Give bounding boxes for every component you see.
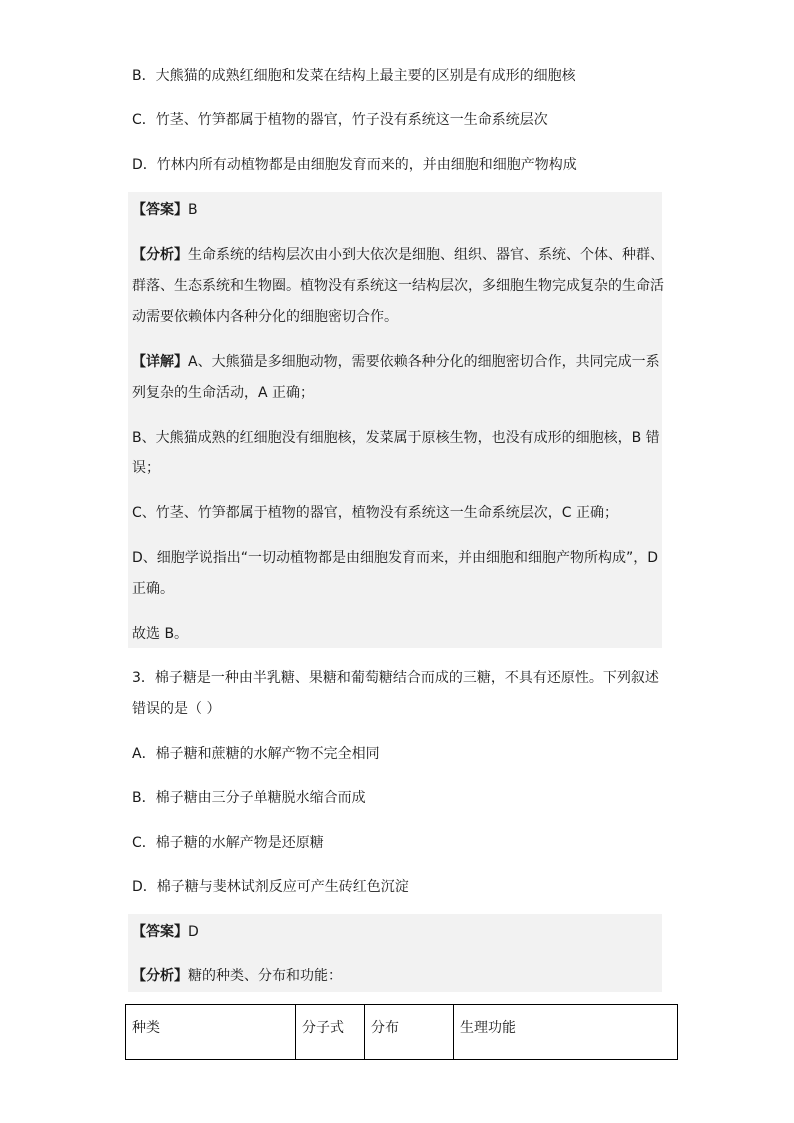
q3-analysis-label: 【分析】	[132, 968, 188, 984]
q3-analysis	[132, 966, 342, 986]
q2-detail-line-8: 故选 B。	[132, 626, 189, 642]
q2-detail-line-2: 列复杂的生命活动，A 正确；	[132, 385, 315, 401]
q2-option-c: C．竹茎、竹笋都属于植物的器官，竹子没有系统这一生命系统层次	[132, 112, 548, 128]
q2-analysis-line-2: 群落、生态系统和生物圈。植物没有系统这一结构层次，多细胞生物完成复杂的生命活	[132, 278, 664, 294]
q3-answer-label: 【答案】	[132, 924, 188, 940]
sugar-table	[125, 1004, 678, 1060]
sugar-table-header-type: 种类	[126, 1005, 296, 1060]
sugar-table-header-distribution: 分布	[365, 1005, 454, 1060]
q3-stem-line-2: 错误的是（ ）	[132, 701, 221, 717]
q2-answer-value: B	[188, 202, 198, 218]
q3-analysis-text: 糖的种类、分布和功能：	[188, 968, 342, 984]
q3-stem-line-1: 3．棉子糖是一种由半乳糖、果糖和葡萄糖结合而成的三糖，不具有还原性。下列叙述	[132, 670, 659, 686]
q2-option-d: D．竹林内所有动植物都是由细胞发育而来的，并由细胞和细胞产物构成	[132, 157, 577, 173]
q2-answer-label: 【答案】	[132, 202, 188, 218]
q3-option-b: B．棉子糖由三分子单糖脱水缩合而成	[132, 790, 366, 806]
q3-answer	[132, 922, 199, 942]
sugar-table-header-row	[126, 1005, 678, 1060]
q2-analysis-text-1: 生命系统的结构层次由小到大依次是细胞、组织、器官、系统、个体、种群、	[188, 247, 664, 263]
q2-detail-line-5: C、竹茎、竹笋都属于植物的器官，植物没有系统这一生命系统层次，C 正确；	[132, 505, 618, 521]
q3-option-c: C．棉子糖的水解产物是还原糖	[132, 835, 324, 851]
q2-detail-text-1: A、大熊猫是多细胞动物，需要依赖各种分化的细胞密切合作，共同完成一系	[188, 354, 660, 370]
q2-detail-label: 【详解】	[132, 354, 188, 370]
q2-detail-line-3: B、大熊猫成熟的红细胞没有细胞核，发菜属于原核生物，也没有成形的细胞核，B 错	[132, 430, 660, 446]
q2-detail-line-1	[132, 352, 660, 372]
q2-analysis-line-1	[132, 245, 664, 265]
q3-option-d: D．棉子糖与斐林试剂反应可产生砖红色沉淀	[132, 879, 409, 895]
q2-detail-line-4: 误；	[132, 460, 160, 476]
sugar-table-header-formula: 分子式	[296, 1005, 365, 1060]
q2-answer	[132, 200, 198, 220]
q2-detail-line-7: 正确。	[132, 581, 174, 597]
q3-option-a: A．棉子糖和蔗糖的水解产物不完全相同	[132, 746, 380, 762]
q3-answer-value: D	[188, 924, 199, 940]
q2-detail-line-6: D、细胞学说指出“一切动植物都是由细胞发育而来，并由细胞和细胞产物所构成”，D	[132, 550, 659, 566]
q2-analysis-line-3: 动需要依赖体内各种分化的细胞密切合作。	[132, 309, 398, 325]
q2-option-b: B．大熊猫的成熟红细胞和发菜在结构上最主要的区别是有成形的细胞核	[132, 68, 576, 84]
sugar-table-header-function: 生理功能	[454, 1005, 678, 1060]
q2-analysis-label: 【分析】	[132, 247, 188, 263]
